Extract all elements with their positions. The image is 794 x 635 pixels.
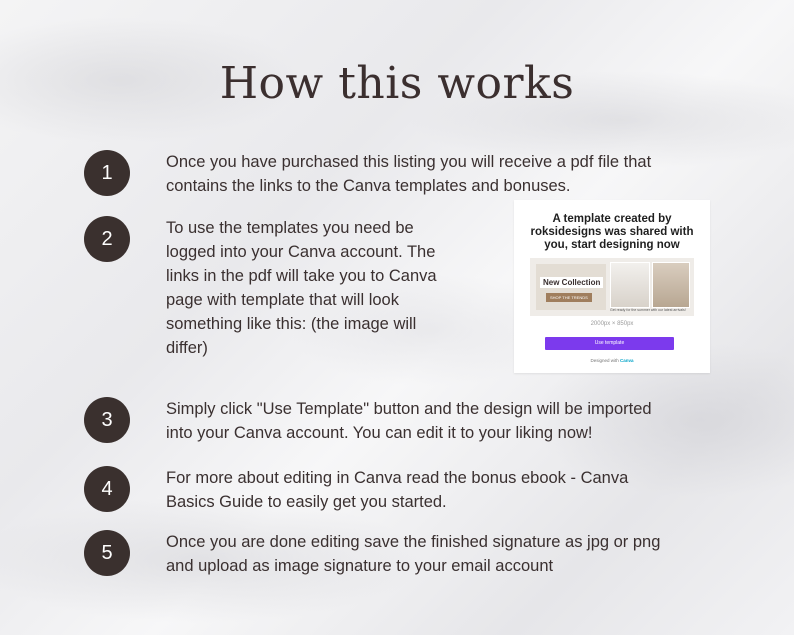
step-1-line: contains the links to the Canva templates and bonuses. [166, 177, 571, 195]
step-2-line: links in the pdf will take you to Canva [166, 267, 437, 285]
step-2-line: something like this: (the image will [166, 315, 417, 333]
step-number-4: 4 [84, 466, 130, 512]
thumbnail-title: New Collection [540, 277, 603, 288]
card-heading-line: A template created by [552, 213, 672, 225]
canva-template-preview-card [514, 200, 710, 373]
step-4-line: For more about editing in Canva read the bonus ebook - Canva [166, 469, 629, 487]
step-2-line: differ) [166, 339, 208, 357]
card-heading-line: roksidesigns was shared with [530, 226, 694, 238]
step-1-line: Once you have purchased this listing you will receive a pdf file that [166, 153, 652, 171]
step-5-line: Once you are done editing save the finished signature as jpg or png [166, 533, 661, 551]
step-2-line: page with template that will look [166, 291, 399, 309]
step-number-2: 2 [84, 216, 130, 262]
step-3-line: into your Canva account. You can edit it to your liking now! [166, 424, 593, 442]
step-text-5 [166, 530, 766, 578]
card-heading-line: you, start designing now [544, 239, 680, 251]
thumbnail-photo-bedroom [610, 262, 650, 308]
step-text-4 [166, 466, 766, 514]
card-heading [514, 213, 710, 252]
step-text-2 [166, 216, 486, 360]
step-number-1: 1 [84, 150, 130, 196]
page-title: How this works [219, 58, 575, 109]
designed-with-label: Designed with [590, 358, 619, 363]
canva-logo-icon: Canva [620, 358, 634, 363]
step-5-line: and upload as image signature to your email account [166, 557, 554, 575]
thumbnail-shop-button: SHOP THE TRENDS [546, 293, 592, 302]
step-number-5: 5 [84, 530, 130, 576]
template-thumbnail [530, 258, 694, 316]
step-text-3 [166, 397, 766, 445]
designed-with-canva [514, 358, 710, 363]
use-template-button[interactable]: Use template [545, 337, 674, 350]
step-2-line: To use the templates you need be [166, 219, 414, 237]
step-2-line: logged into your Canva account. The [166, 243, 436, 261]
thumbnail-photo-fabric [652, 262, 690, 308]
thumbnail-caption: Get ready for the summer with our latest arrivals! [610, 308, 686, 312]
step-number-3: 3 [84, 397, 130, 443]
template-size: 2000px × 850px [590, 321, 634, 327]
step-3-line: Simply click "Use Template" button and the design will be imported [166, 400, 652, 418]
step-4-line: Basics Guide to easily get you started. [166, 493, 447, 511]
step-text-1 [166, 150, 766, 198]
